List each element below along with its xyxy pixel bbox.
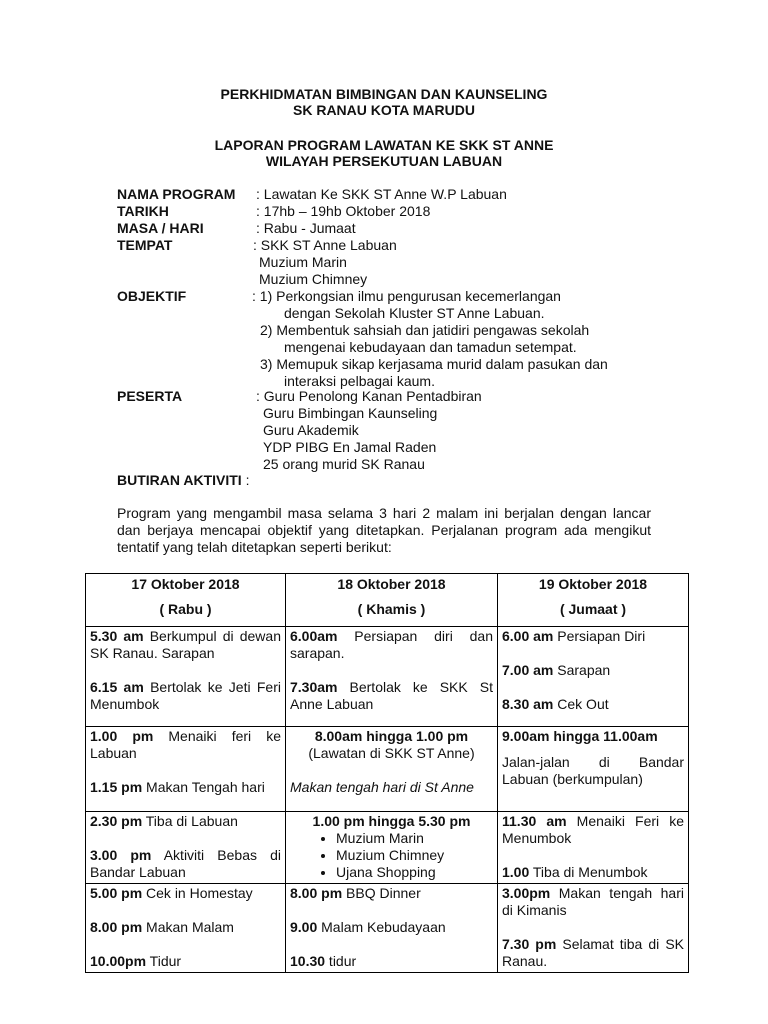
peserta-value-2: Guru Bimbingan Kaunseling [263,405,438,421]
table-row [86,812,689,884]
intro-paragraph: Program yang mengambil masa selama 3 hari 2 malam ini berjalan dengan lancar dan berjaya mencapai objektif yang ditetapkan. Perjalanan program ada mengikut tentatif yang telah ditetapkan seperti berikut: [117,505,651,555]
objektif-line-6: interaksi pelbagai kaum. [284,373,435,389]
table-cell: 9.00am hingga 11.00am Jalan-jalan di Bandar Labuan (berkumpulan) [498,727,689,812]
table-cell: 6.00 am Persiapan Diri 7.00 am Sarapan 8.30 am Cek Out [498,627,689,727]
table-row [86,627,689,727]
header-day-3: 19 Oktober 2018 ( Jumaat ) [498,574,689,627]
table-cell: 8.00am hingga 1.00 pm (Lawatan di SKK ST Anne) Makan tengah hari di St Anne [286,727,498,812]
tempat-value-1: : SKK ST Anne Labuan [253,237,397,253]
nama-program-value: : Lawatan Ke SKK ST Anne W.P Labuan [256,186,507,202]
table-cell: 2.30 pm Tiba di Labuan 3.00 pm Aktiviti Bebas di Bandar Labuan [86,812,286,884]
header-line-3: LAPORAN PROGRAM LAWATAN KE SKK ST ANNE [214,137,554,153]
peserta-value-5: 25 orang murid SK Ranau [263,456,425,472]
tempat-label: TEMPAT [117,237,173,253]
table-cell: 5.00 pm Cek in Homestay 8.00 pm Makan Malam 10.00pm Tidur [86,884,286,973]
table-cell: 8.00 pm BBQ Dinner 9.00 Malam Kebudayaan 10.30 tidur [286,884,498,973]
table-cell: 6.00am Persiapan diri dan sarapan. 7.30am Bertolak ke SKK St Anne Labuan [286,627,498,727]
tarikh-value: : 17hb – 19hb Oktober 2018 [256,203,431,219]
objektif-line-2: dengan Sekolah Kluster ST Anne Labuan. [284,305,545,321]
header-line-4: WILAYAH PERSEKUTUAN LABUAN [265,153,503,169]
list-item: • Muzium Chimney [336,847,493,864]
location-list [290,830,493,881]
field-peserta [117,388,677,473]
table-cell: 1.00 pm Menaiki feri ke Labuan 1.15 pm Makan Tengah hari [86,727,286,812]
masa-value: : Rabu - Jumaat [256,220,356,236]
header-line-2: SK RANAU KOTA MARUDU [293,102,475,118]
field-objektif [117,288,677,390]
field-tarikh [117,203,677,220]
tempat-value-3: Muzium Chimney [259,271,368,287]
table-cell: 1.00 pm hingga 5.30 pm • Muzium Marin • Muzium Chimney • Ujana Shopping [286,812,498,884]
field-nama-program [117,186,677,203]
objektif-line-1: : 1) Perkongsian ilmu pengurusan kecemerlangan [252,288,561,304]
table-cell: 5.30 am Berkumpul di dewan SK Ranau. Sarapan 6.15 am Bertolak ke Jeti Feri Menumbok [86,627,286,727]
objektif-line-5: 3) Memupuk sikap kerjasama murid dalam pasukan dan [260,356,608,372]
table-row [86,884,689,973]
objektif-line-4: mengenai kebudayaan dan tamadun setempat. [284,339,577,355]
field-butiran [117,472,677,489]
table-cell: 3.00pm Makan tengah hari di Kimanis 7.30 pm Selamat tiba di SK Ranau. [498,884,689,973]
schedule-table [85,573,689,973]
list-item: • Ujana Shopping [336,864,493,881]
peserta-label: PESERTA [117,388,183,404]
butiran-heading: BUTIRAN AKTIVITI : [117,472,250,488]
header-day-1: 17 Oktober 2018 ( Rabu ) [86,574,286,627]
masa-label: MASA / HARI [117,220,204,236]
peserta-value-3: Guru Akademik [263,422,359,438]
list-item: • Muzium Marin [336,830,493,847]
objektif-line-3: 2) Membentuk sahsiah dan jatidiri pengawas sekolah [260,322,590,338]
objektif-label: OBJEKTIF [117,288,187,304]
header-line-1: PERKHIDMATAN BIMBINGAN DAN KAUNSELING [220,86,548,102]
field-tempat [117,237,677,288]
peserta-value-1: : Guru Penolong Kanan Pentadbiran [256,388,482,404]
tarikh-label: TARIKH [117,203,169,219]
table-cell: 11.30 am Menaiki Feri ke Menumbok 1.00 Tiba di Menumbok [498,812,689,884]
header-day-2: 18 Oktober 2018 ( Khamis ) [286,574,498,627]
table-header-row [86,574,689,627]
tempat-value-2: Muzium Marin [259,254,347,270]
peserta-value-4: YDP PIBG En Jamal Raden [263,439,437,455]
field-masa [117,220,677,237]
nama-program-label: NAMA PROGRAM [117,186,236,202]
table-row [86,727,689,812]
